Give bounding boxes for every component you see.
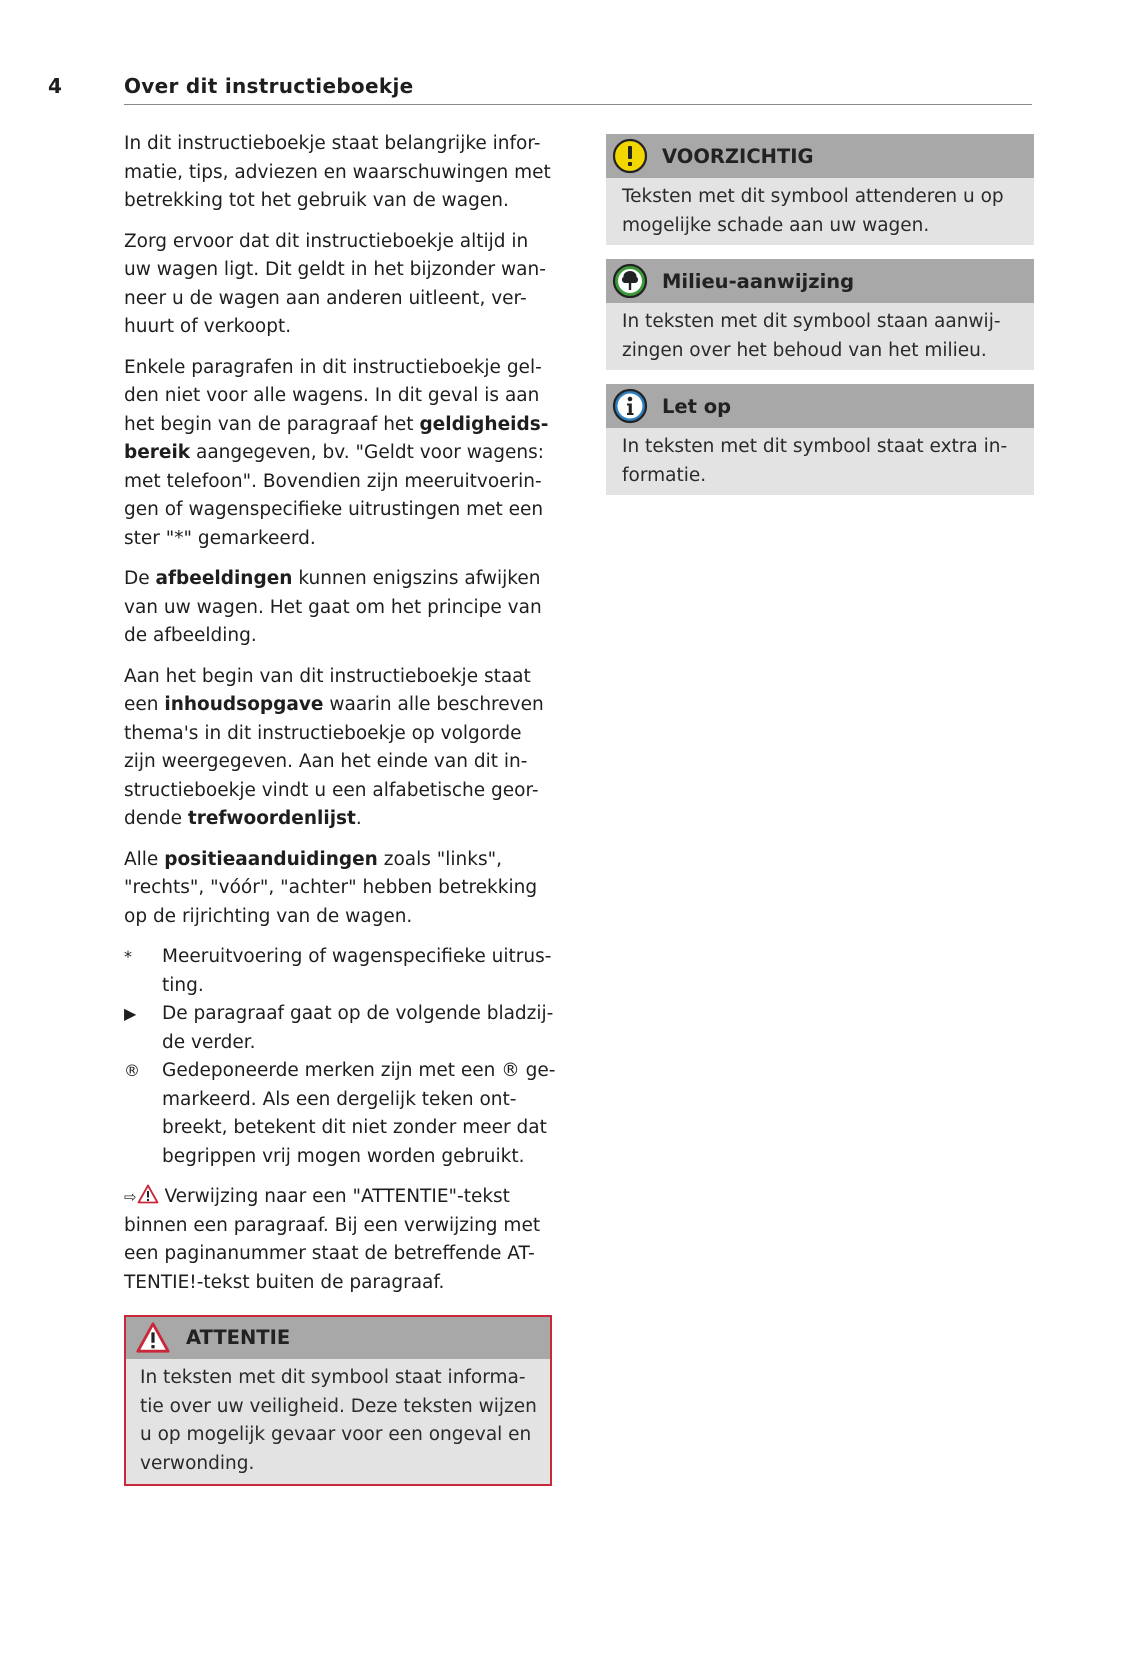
let-op-title: Let op [662,394,732,418]
warning-triangle-icon [137,1184,159,1204]
exclamation-circle-icon [612,138,648,174]
paragraph-positions [124,846,556,932]
right-column [606,134,1034,509]
header-rule [124,104,1032,105]
arrow-right-icon: ⇨ [124,1188,137,1206]
legend-text: Meeruitvoering of wagenspecifieke uitrus-ting. [162,946,552,996]
paragraph-attentie-reference [124,1183,556,1297]
contents-text-2: waarin alle beschreven thema's in dit instructieboekje op volgorde zijn weergegeven. Aan het einde van dit in-structieboekje vindt u een alfabetische geor-dende [124,694,544,829]
contents-text-3: . [355,808,362,829]
attentie-box [124,1315,552,1486]
symbol-legend [124,943,556,1171]
legend-text: Gedeponeerde merken zijn met een ® ge-markeerd. Als een dergelijk teken ont-breekt, betekent dit niet zonder meer dat begrippen vrij mogen worden gebruikt. [162,1060,556,1167]
legend-item [124,1057,556,1171]
milieu-header [606,259,1034,303]
paragraph-keep-in-car: Zorg ervoor dat dit instructieboekje altijd in uw wagen ligt. Dit geldt in het bijzonder wan-neer u de wagen aan anderen uitleent, ver-huurt of verkoopt. [124,230,546,337]
tree-circle-icon [612,263,648,299]
index-bold: trefwoordenlijst [187,808,356,829]
asterisk-icon: * [124,947,132,966]
positions-text-2: zoals "links", "rechts", "vóór", "achter" hebben betrekking op de rijrichting van de wagen. [124,848,538,927]
paragraph-validity [124,354,556,554]
voorzichtig-header [606,134,1034,178]
voorzichtig-body: Teksten met dit symbool attenderen u op mogelijke schade aan uw wagen. [622,186,1004,236]
running-title: Over dit instructieboekje [124,74,414,98]
images-bold: afbeeldingen [155,568,293,589]
let-op-body: In teksten met dit symbool staat extra in-formatie. [622,436,1008,486]
positions-text-1: Alle [124,848,165,870]
let-op-header [606,384,1034,428]
positions-bold: positieaanduidingen [164,848,378,870]
images-text-2: kunnen enigszins afwijken van uw wagen. Het gaat om het principe van de afbeelding. [124,568,542,646]
page-number: 4 [48,74,63,98]
validity-text-1: Enkele paragrafen in dit instructieboekje gel-den niet voor alle wagens. In dit geval is aan het begin van de paragraaf het [124,356,542,435]
validity-text-2: aangegeven, bv. "Geldt voor wagens: met telefoon". Bovendien zijn meeruitvoerin-gen of wagenspecifieke uitrustingen met een ster "*" gemarkeerd. [124,442,544,549]
reference-text: Verwijzing naar een "ATTENTIE"-tekst binnen een paragraaf. Bij een verwijzing met een paginanummer staat de betreffende AT-TENTIE!-tekst buiten de paragraaf. [124,1186,541,1293]
info-circle-icon [612,388,648,424]
warning-triangle-icon [134,1321,172,1355]
let-op-box [606,384,1034,495]
contents-bold: inhoudsopgave [164,694,324,715]
attentie-title: ATTENTIE [186,1325,291,1349]
legend-text: De paragraaf gaat op de volgende bladzij-de verder. [162,1003,554,1053]
left-column [124,130,556,1486]
registered-icon: ® [124,1061,140,1080]
validity-bold: geldigheids-bereik [124,413,549,463]
milieu-body: In teksten met dit symbool staan aanwij-zingen over het behoud van het milieu. [622,311,1001,361]
images-text-1: De [124,568,156,589]
milieu-box [606,259,1034,370]
play-triangle-icon: ▶ [124,1004,137,1023]
attentie-body: In teksten met dit symbool staat informa-tie over uw veiligheid. Deze teksten wijzen u op mogelijk gevaar voor een ongeval en verwonding. [140,1367,537,1474]
milieu-title: Milieu-aanwijzing [662,269,855,293]
legend-item [124,943,556,1000]
paragraph-intro: In dit instructieboekje staat belangrijke infor-matie, tips, adviezen en waarschuwingen met betrekking tot het gebruik van de wagen. [124,133,551,211]
contents-text-1: Aan het begin van dit instructieboekje staat een [124,665,531,715]
paragraph-contents [124,663,556,834]
paragraph-images [124,565,556,651]
attentie-header [126,1317,550,1359]
voorzichtig-title: VOORZICHTIG [662,144,814,168]
legend-item [124,1000,556,1057]
voorzichtig-box [606,134,1034,245]
